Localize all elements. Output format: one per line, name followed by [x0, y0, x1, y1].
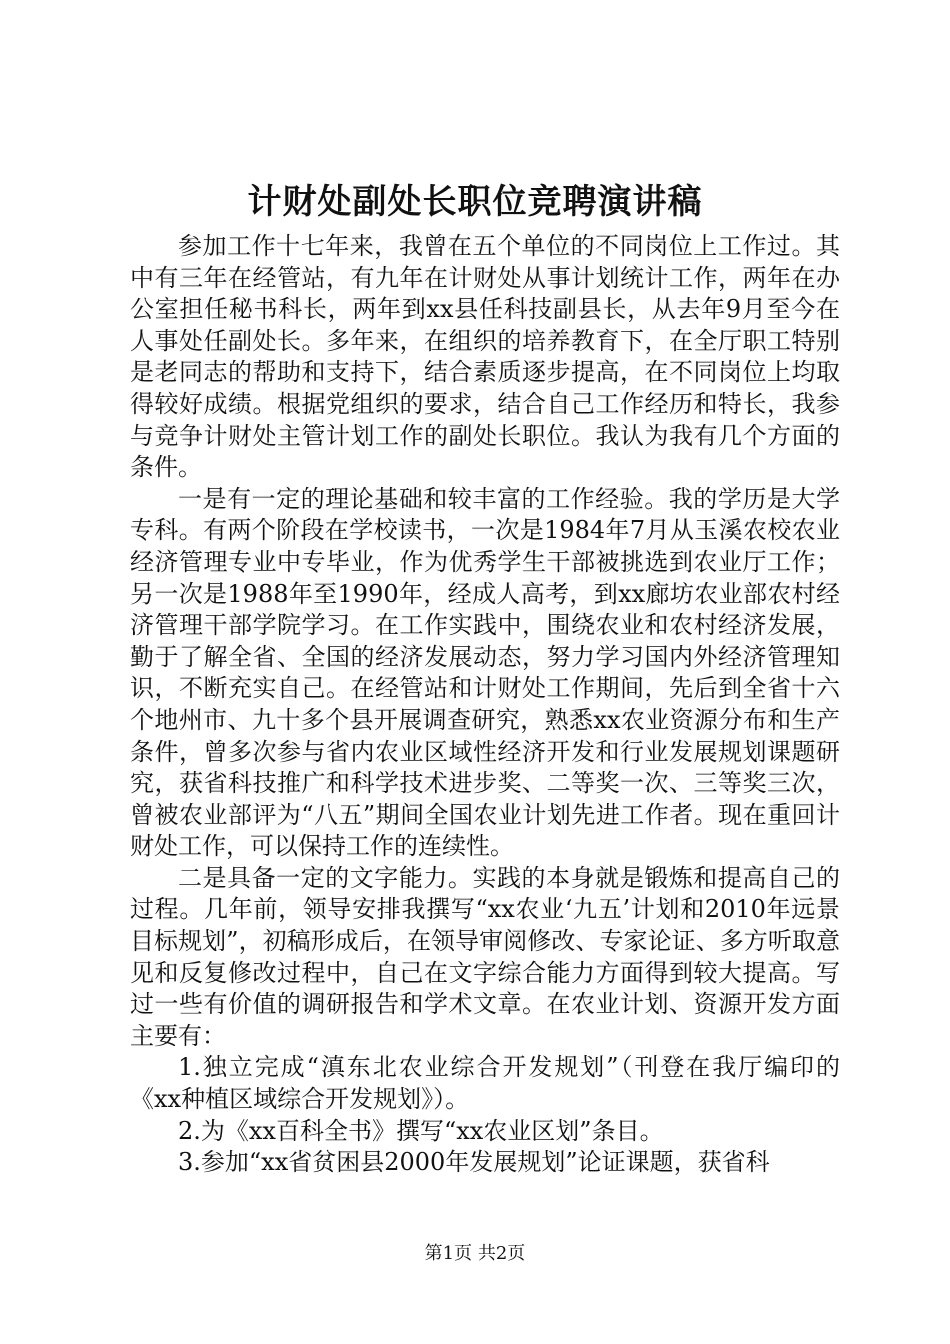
- document-body: [130, 231, 840, 1179]
- list-item-1: 1.独立完成“滇东北农业综合开发规划”（刊登在我厅编印的《xx种植区域综合开发规划》）。: [130, 1053, 840, 1114]
- paragraph-intro: 参加工作十七年来，我曾在五个单位的不同岗位上工作过。其中有三年在经管站，有九年在计财处从事计划统计工作，两年在办公室担任秘书科长，两年到xx县任科技副县长，从去年9月至今在人事处任副处长。多年来，在组织的培养教育下，在全厅职工特别是老同志的帮助和支持下，结合素质逐步提高，在不同岗位上均取得较好成绩。根据党组织的要求，结合自己工作经历和特长，我参与竞争计财处主管计划工作的副处长职位。我认为我有几个方面的条件。: [130, 232, 840, 482]
- page-number: 第1页 共2页: [424, 1243, 526, 1264]
- document-title: 计财处副处长职位竞聘演讲稿: [247, 182, 703, 222]
- list-item-2: 2.为《xx百科全书》撰写“xx农业区划”条目。: [178, 1116, 664, 1145]
- list-item-3: 3.参加“xx省贫困县2000年发展规划”论证课题，获省科: [178, 1148, 770, 1177]
- paragraph-experience: 一是有一定的理论基础和较丰富的工作经验。我的学历是大学专科。有两个阶段在学校读书，一次是1984年7月从玉溪农校农业经济管理专业中专毕业，作为优秀学生干部被挑选到农业厅工作；另一次是1988年至1990年，经成人高考，到xx廊坊农业部农村经济管理干部学院学习。在工作实践中，围绕农业和农村经济发展，勤于了解全省、全国的经济发展动态，努力学习国内外经济管理知识，不断充实自己。在经管站和计财处工作期间，先后到全省十六个地州市、九十多个县开展调查研究，熟悉xx农业资源分布和生产条件，曾多次参与省内农业区域性经济开发和行业发展规划课题研究，获省科技推广和科学技术进步奖、二等奖一次、三等奖三次，曾被农业部评为“八五”期间全国农业计划先进工作者。现在重回计财处工作，可以保持工作的连续性。: [130, 484, 840, 861]
- paragraph-writing-ability: 二是具备一定的文字能力。实践的本身就是锻炼和提高自己的过程。几年前，领导安排我撰写“xx农业‘九五’计划和2010年远景目标规划”，初稿形成后，在领导审阅修改、专家论证、多方听取意见和反复修改过程中，自己在文字综合能力方面得到较大提高。写过一些有价值的调研报告和学术文章。在农业计划、资源开发方面主要有：: [130, 863, 840, 1050]
